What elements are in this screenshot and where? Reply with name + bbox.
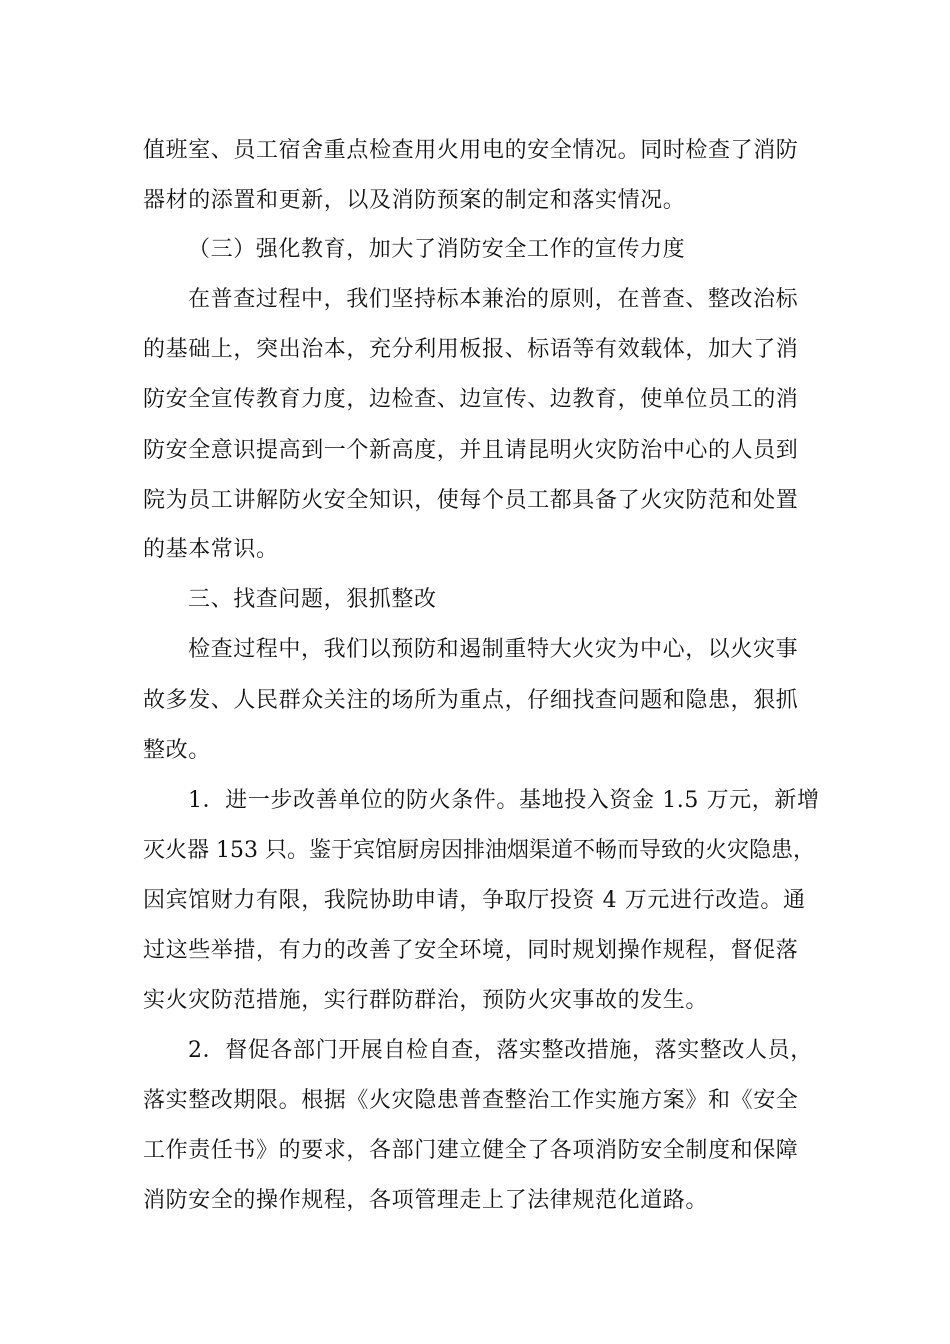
- paragraph-line: 器材的添置和更新，以及消防预案的制定和落实情况。: [143, 188, 686, 213]
- paragraph-line: 检查过程中，我们以预防和遏制重特大火灾为中心，以火灾事: [188, 637, 799, 662]
- paragraph-line: 防安全意识提高到一个新高度，并且请昆明火灾防治中心的人员到: [143, 438, 799, 463]
- list-item-line: 1．进一步改善单位的防火条件。基地投入资金 1.5 万元，新增: [188, 788, 820, 813]
- paragraph-line: 防安全宣传教育力度，边检查、边宣传、边教育，使单位员工的消: [143, 387, 799, 412]
- paragraph-line: 工作责任书》的要求，各部门建立健全了各项消防安全制度和保障: [143, 1138, 799, 1163]
- paragraph-line: 的基础上，突出治本，充分利用板报、标语等有效载体，加大了消: [143, 337, 799, 362]
- paragraph-line: 值班室、员工宿舍重点检查用火用电的安全情况。同时检查了消防: [143, 138, 799, 163]
- paragraph-line: 消防安全的操作规程，各项管理走上了法律规范化道路。: [143, 1188, 709, 1213]
- paragraph-line: 过这些举措，有力的改善了安全环境，同时规划操作规程，督促落: [143, 938, 799, 963]
- paragraph-line: 故多发、人民群众关注的场所为重点，仔细找查问题和隐患，狠抓: [143, 688, 799, 713]
- paragraph-line: 实火灾防范措施，实行群防群治，预防火灾事故的发生。: [143, 988, 709, 1013]
- paragraph-line: 在普查过程中，我们坚持标本兼治的原则，在普查、整改治标: [188, 287, 799, 312]
- paragraph-line: 落实整改期限。根据《火灾隐患普查整治工作实施方案》和《安全: [143, 1088, 799, 1113]
- paragraph-line: 整改。: [143, 738, 211, 763]
- list-item-line: 2．督促各部门开展自检自查，落实整改措施，落实整改人员，: [188, 1038, 813, 1063]
- section-heading: 三、找查问题，狠抓整改: [188, 587, 437, 612]
- paragraph-line: 灭火器 153 只。鉴于宾馆厨房因排油烟渠道不畅而导致的火灾隐患，: [143, 838, 815, 863]
- paragraph-line: 的基本常识。: [143, 537, 279, 562]
- paragraph-line: 因宾馆财力有限，我院协助申请，争取厅投资 4 万元进行改造。通: [143, 888, 806, 913]
- paragraph-line: 院为员工讲解防火安全知识，使每个员工都具备了火灾防范和处置: [143, 488, 799, 513]
- section-heading: （三）强化教育，加大了消防安全工作的宣传力度: [188, 237, 686, 262]
